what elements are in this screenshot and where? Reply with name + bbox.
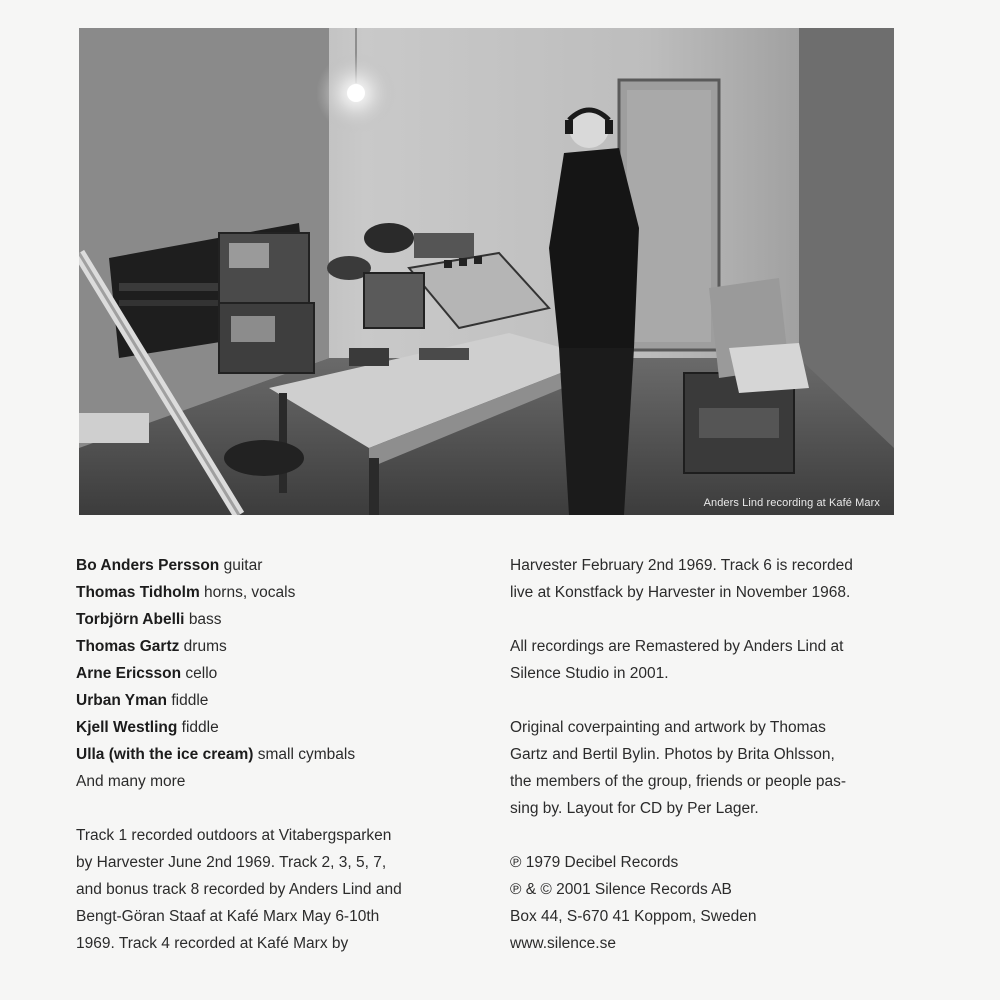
musician-name: Arne Ericsson [76,665,182,682]
musician-name: Bo Anders Persson [76,557,220,574]
paragraph-gap [76,795,476,822]
credit-row [76,660,476,687]
paragraph-gap [510,822,930,849]
recording-note-line: 1969. Track 4 recorded at Kafé Marx by [76,935,349,952]
musician-role: bass [188,611,222,628]
right-column [510,552,930,957]
musician-role: fiddle [171,692,209,709]
musician-role: fiddle [181,719,219,736]
copyright-line: ℗ 1979 Decibel Records [510,854,679,871]
musician-name: Kjell Westling [76,719,178,736]
paragraph-gap [510,606,930,633]
credit-row [76,552,476,579]
recording-note-line: Harvester February 2nd 1969. Track 6 is recorded [510,557,853,574]
photo-caption: Anders Lind recording at Kafé Marx [703,497,880,509]
website-link[interactable]: www.silence.se [510,935,616,952]
musician-role: small cymbals [257,746,356,763]
artwork-note-line: Gartz and Bertil Bylin. Photos by Brita Ohlsson, [510,746,835,763]
credit-row [76,633,476,660]
credit-row [76,714,476,741]
recording-note-line: by Harvester June 2nd 1969. Track 2, 3, 5, 7, [76,854,387,871]
recording-note-line: Track 1 recorded outdoors at Vitabergsparken [76,827,392,844]
recording-note-line: live at Konstfack by Harvester in November 1968. [510,584,851,601]
credit-row [76,579,476,606]
musician-role: cello [185,665,218,682]
remaster-note-line: All recordings are Remastered by Anders Lind at [510,638,844,655]
studio-photo-illustration [79,28,894,515]
left-column [76,552,476,957]
musician-name: Ulla (with the ice cream) [76,746,254,763]
studio-photo [79,28,894,515]
credit-row [76,687,476,714]
artwork-note-line: sing by. Layout for CD by Per Lager. [510,800,759,817]
credit-row [76,741,476,768]
copyright-address: Box 44, S-670 41 Koppom, Sweden [510,908,757,925]
artwork-note-line: Original coverpainting and artwork by Thomas [510,719,826,736]
recording-note-line: Bengt-Göran Staaf at Kafé Marx May 6-10th [76,908,380,925]
musician-role: guitar [223,557,263,574]
musician-name: Thomas Gartz [76,638,180,655]
recording-note-line: and bonus track 8 recorded by Anders Lind and [76,881,402,898]
musician-role: horns, vocals [204,584,296,601]
artwork-note-line: the members of the group, friends or people pas- [510,773,847,790]
musician-name: Thomas Tidholm [76,584,200,601]
remaster-note-line: Silence Studio in 2001. [510,665,669,682]
musician-role: drums [183,638,227,655]
copyright-line: ℗ & © 2001 Silence Records AB [510,881,732,898]
credits-more: And many more [76,773,186,790]
musician-name: Urban Yman [76,692,168,709]
paragraph-gap [510,687,930,714]
musician-name: Torbjörn Abelli [76,611,185,628]
credit-row [76,606,476,633]
